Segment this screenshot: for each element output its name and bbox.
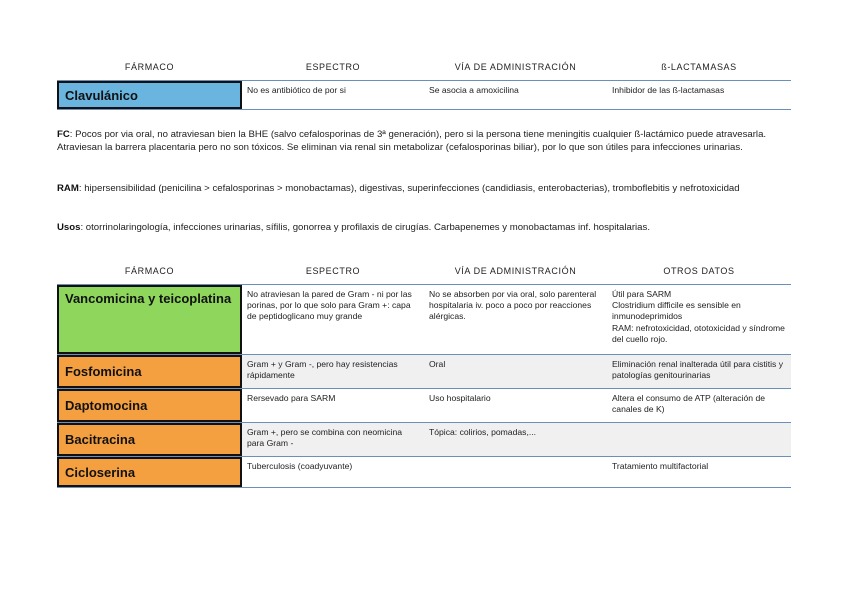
- fc-label: FC: [57, 129, 70, 140]
- header-otros-datos: OTROS DATOS: [663, 266, 735, 276]
- cell-otros: Útil para SARM Clostridium difficile es sensible en inmunodeprimidos RAM: nefrotoxicidad, ototoxicidad y síndrome del cuello rojo.: [612, 289, 785, 344]
- cell-espectro: Gram +, pero se combina con neomicina para Gram -: [247, 427, 403, 449]
- cell-via: [424, 457, 607, 487]
- ram-text: : hipersensibilidad (penicilina > cefalosporinas > monobactamas), digestivas, superinfecciones (candidiasis, enterobacterias), tromboflebitis y nefrotoxicidad: [78, 183, 740, 194]
- ram-paragraph: [57, 183, 797, 196]
- cell-espectro: No es antibiótico de por si: [247, 85, 346, 95]
- header-espectro: ESPECTRO: [305, 62, 361, 72]
- drug-name: Daptomocina: [57, 389, 242, 422]
- cell-extra: Inhibidor de las ß-lactamasas: [612, 85, 725, 95]
- table-clavulanico: [57, 60, 791, 110]
- table-row: [57, 457, 791, 488]
- cell-via: Oral: [429, 359, 446, 369]
- usos-label: Usos: [57, 222, 81, 233]
- cell-via: Uso hospitalario: [429, 393, 491, 403]
- drug-name: Cicloserina: [57, 457, 242, 487]
- drug-name: Clavulánico: [57, 81, 242, 109]
- table-row: [57, 355, 791, 389]
- table-row: [57, 423, 791, 457]
- cell-via: Se asocia a amoxicilina: [429, 85, 519, 95]
- cell-via: Tópica: colirios, pomadas,...: [429, 427, 536, 437]
- fc-text: : Pocos por via oral, no atraviesan bien la BHE (salvo cefalosporinas de 3ª generación), pero si la persona tiene meningitis cualquier ß-lactámico puede atravesarla. Atraviesan la barrera placentaria pero no son tóxicos. Se eliminan via renal sin metabolizar (cefalosporinas biliar), por lo que son útiles para infecciones urinarias.: [57, 129, 767, 153]
- cell-espectro: Gram + y Gram -, pero hay resistencias rápidamente: [247, 359, 398, 381]
- header-espectro: ESPECTRO: [305, 266, 361, 276]
- header-farmaco: FÁRMACO: [124, 266, 175, 276]
- cell-espectro: No atraviesan la pared de Gram - ni por las porinas, por lo que solo para Gram +: capa de peptidoglicano muy grande: [247, 289, 412, 322]
- usos-text: : otorrinolaringología, infecciones urinarias, sífilis, gonorrea y profilaxis de cirugías. Carbapenemes y monobactamas inf. hospitalarias.: [80, 222, 650, 233]
- cell-otros: Altera el consumo de ATP (alteración de canales de K): [612, 393, 766, 415]
- table-header: [57, 60, 791, 81]
- drug-name: Vancomicina y teicoplatina: [57, 285, 242, 354]
- usos-paragraph: [57, 222, 797, 235]
- table-row: [57, 81, 791, 110]
- fc-paragraph: [57, 129, 797, 154]
- table-row: [57, 285, 791, 355]
- cell-otros: [607, 423, 791, 456]
- cell-otros: Tratamiento multifactorial: [612, 461, 709, 471]
- ram-label: RAM: [57, 183, 79, 194]
- drug-name: Fosfomicina: [57, 355, 242, 388]
- table-header: [57, 264, 791, 285]
- cell-via: No se absorben por via oral, solo parenteral hospitalaria iv. poco a poco por reacciones alérgicas.: [429, 289, 597, 322]
- header-betalactamasas: ß-LACTAMASAS: [661, 62, 737, 72]
- header-farmaco: FÁRMACO: [124, 62, 175, 72]
- cell-espectro: Tuberculosis (coadyuvante): [247, 461, 353, 471]
- table-row: [57, 389, 791, 423]
- cell-espectro: Rersevado para SARM: [247, 393, 336, 403]
- drug-name: Bacitracina: [57, 423, 242, 456]
- cell-otros: Eliminación renal inalterada útil para cistitis y patologías genitourinarias: [612, 359, 783, 381]
- header-via: VÍA DE ADMINISTRACIÓN: [454, 266, 577, 276]
- header-via: VÍA DE ADMINISTRACIÓN: [454, 62, 577, 72]
- table-otros-farmacos: [57, 264, 791, 488]
